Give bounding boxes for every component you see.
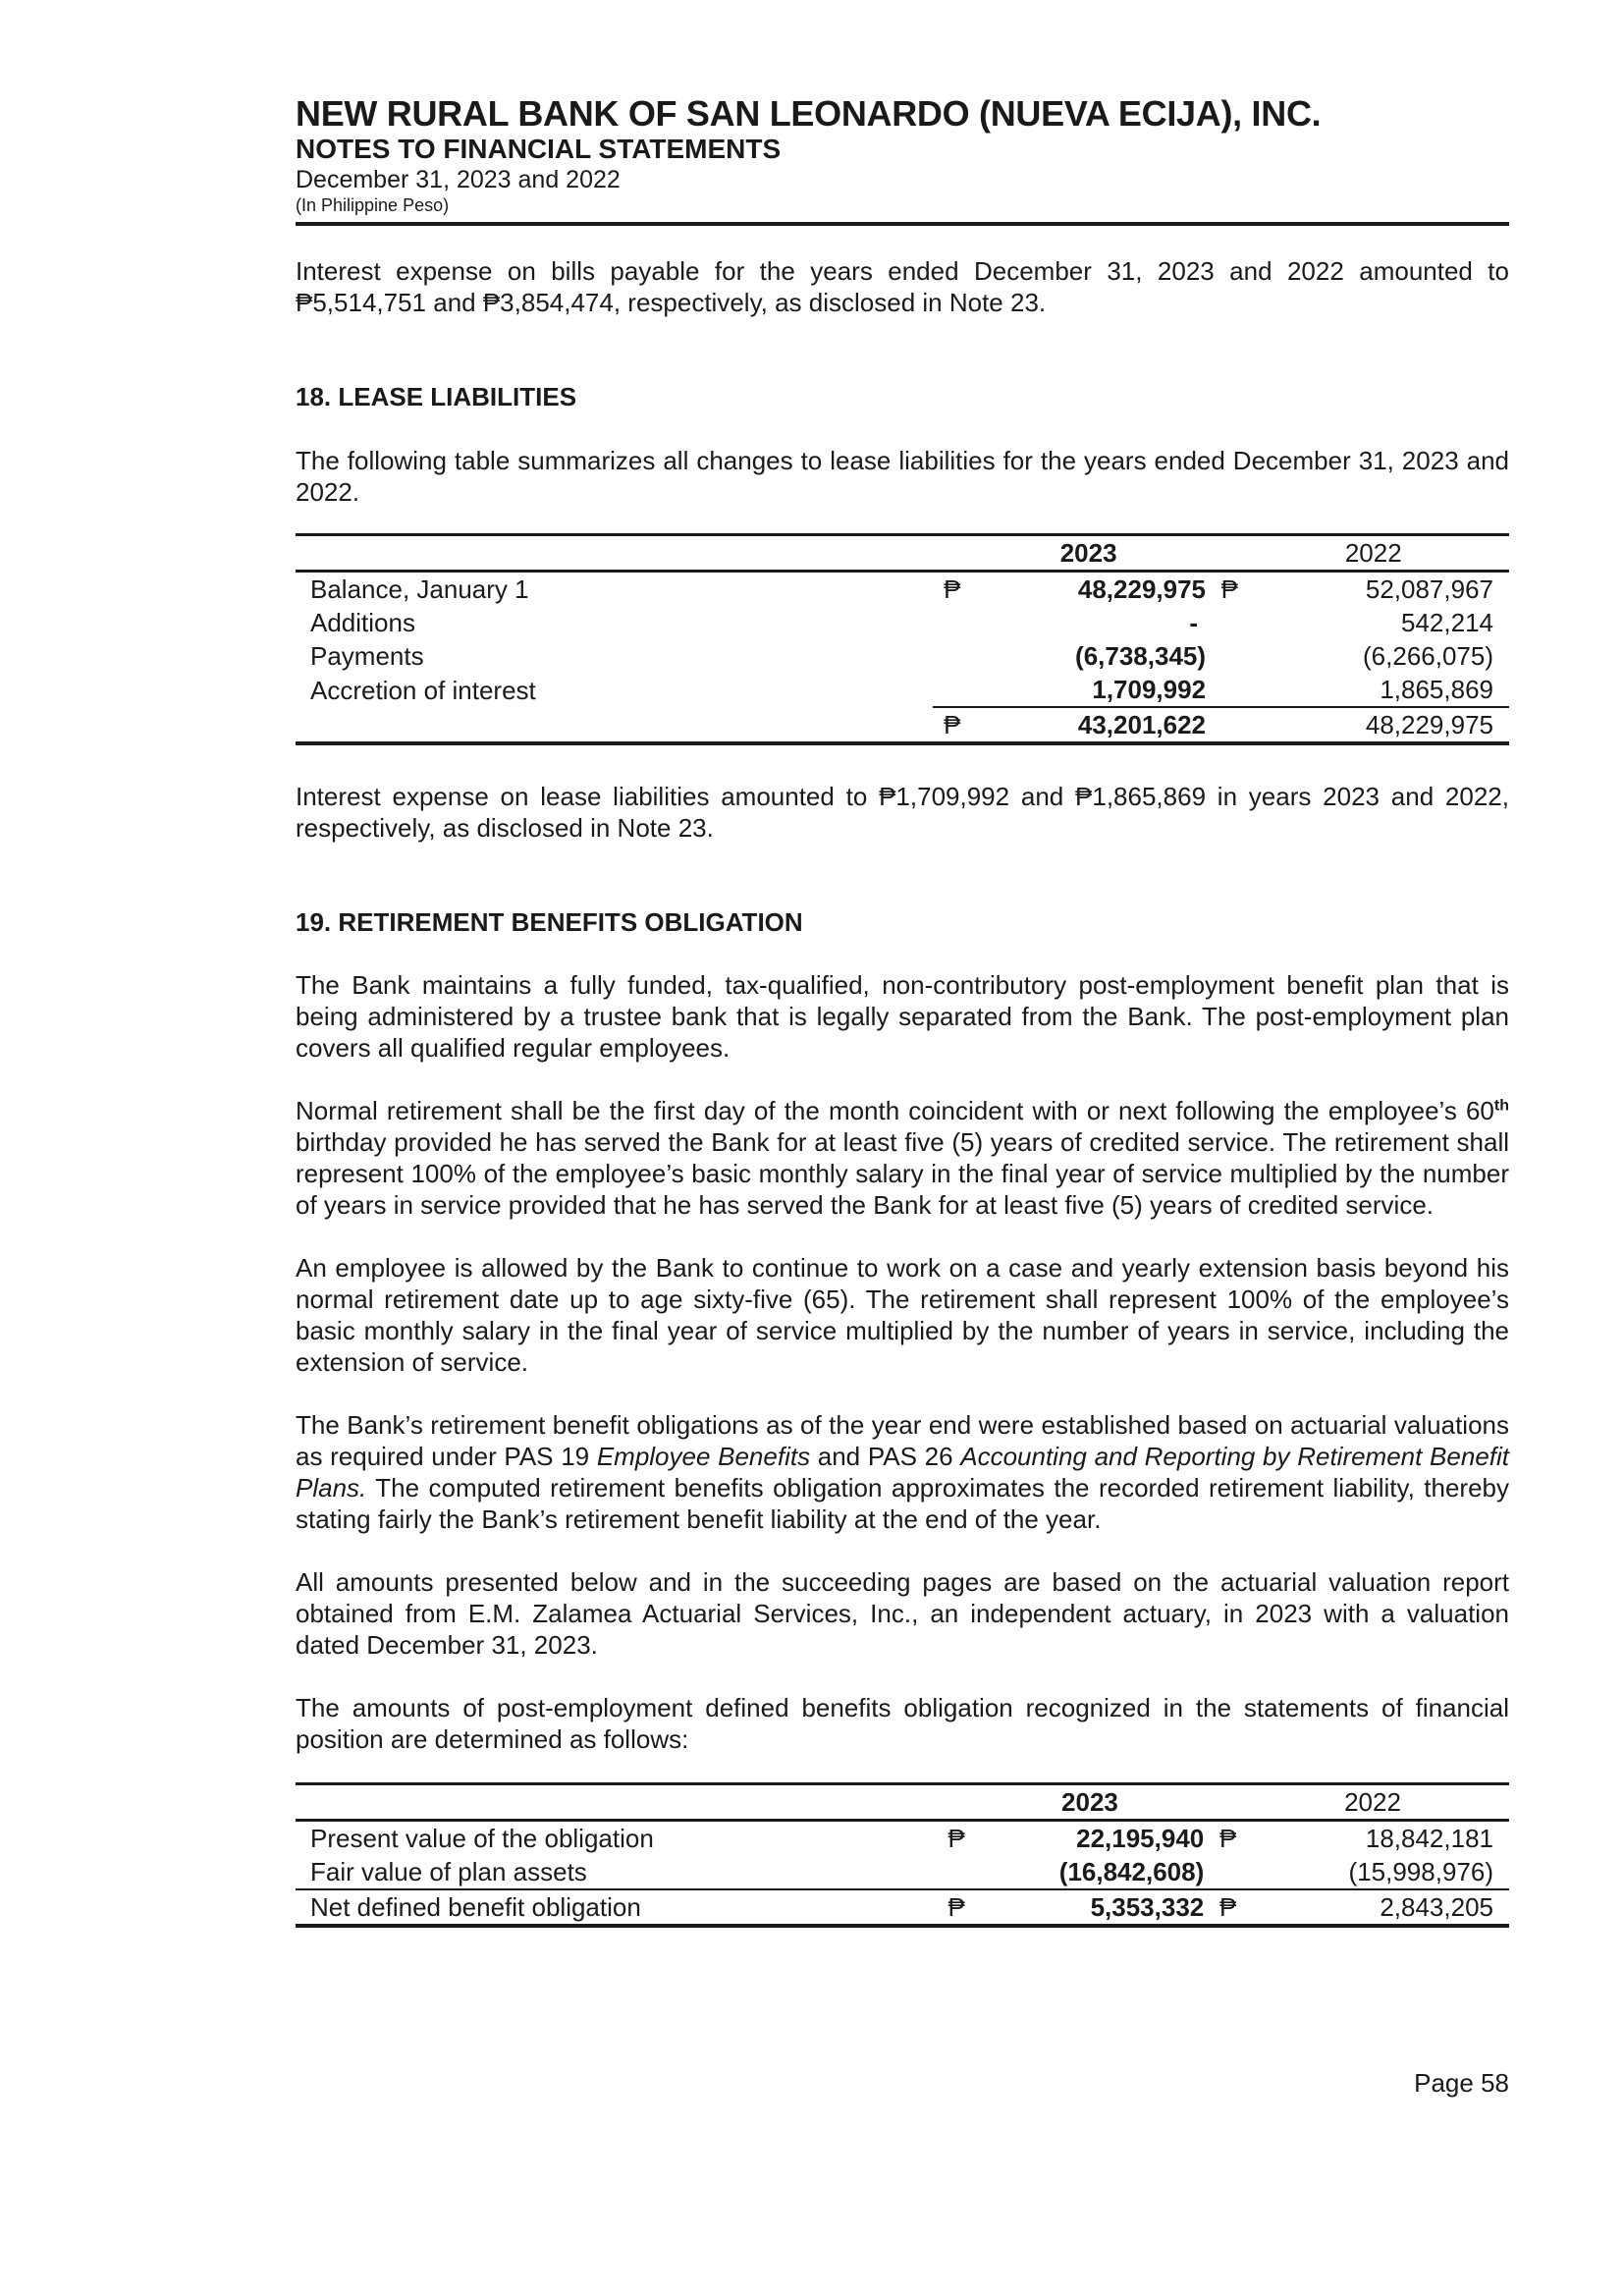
row-label: Payments [310, 641, 424, 671]
value-2023: - [1189, 608, 1199, 637]
value-2022: 1,865,869 [1380, 675, 1493, 704]
italic-title: Employee Benefits [596, 1442, 811, 1471]
currency-symbol [1204, 1855, 1252, 1889]
page-number: Page 58 [1414, 2068, 1509, 2098]
text-run: Normal retirement shall be the first day of the month coincident with or next following the employee’s 60 [296, 1096, 1494, 1125]
total-2023: 43,201,622 [971, 707, 1206, 743]
col-2023-header: 2023 [976, 1784, 1205, 1821]
total-2022: 48,229,975 [1253, 707, 1509, 743]
document-page [296, 94, 1509, 1928]
table-total-row [296, 1889, 1509, 1926]
table-total-row [296, 707, 1509, 743]
col-2023-header: 2023 [971, 535, 1206, 572]
text-run: The computed retirement benefits obligation approximates the recorded retirement liability, thereby stating fairly the Bank’s retirement benefit liability at the end of the year. [296, 1473, 1509, 1534]
value-2022: 542,214 [1401, 608, 1493, 637]
intro-paragraph: Interest expense on bills payable for the years ended December 31, 2023 and 2022 amounted to ₱5,514,751 and ₱3,854,474, respectively, as disclosed in Note 23. [296, 256, 1509, 317]
col-2022-header: 2022 [1252, 1784, 1509, 1821]
retirement-obligation-table [296, 1782, 1509, 1928]
currency-symbol [1206, 639, 1253, 673]
currency-symbol [1206, 673, 1253, 707]
currency-symbol: ₱ [1220, 574, 1238, 604]
currency-symbol: ₱ [1218, 1824, 1237, 1853]
company-name: NEW RURAL BANK OF SAN LEONARDO (NUEVA ECIJA), INC. [296, 93, 1322, 134]
text-run: birthday provided he has served the Bank for at least five (5) years of credited service. The retirement shall represent 100% of the employee’s basic monthly salary in the final year of service multiplied by the number of years in service provided that he has served the Bank for at least five (5) years of credited service. [296, 1127, 1509, 1220]
section-19-title: 19. RETIREMENT BENEFITS OBLIGATION [296, 907, 803, 937]
row-label: Fair value of plan assets [310, 1857, 587, 1886]
currency-note: (In Philippine Peso) [296, 195, 450, 215]
document-title: NOTES TO FINANCIAL STATEMENTS [296, 134, 782, 164]
currency-symbol [933, 673, 971, 707]
row-label: Accretion of interest [310, 676, 536, 705]
table-header-row [296, 535, 1509, 572]
value-2022: 52,087,967 [1365, 574, 1493, 604]
italic-title: Accounting and Reporting by Retirement Benefit Plans. [296, 1442, 1509, 1503]
section-18-after-paragraph: Interest expense on lease liabilities amounted to ₱1,709,992 and ₱1,865,869 in years 2023 and 2022, respectively, as disclosed in Note 23. [296, 782, 1509, 843]
table-row [296, 1821, 1509, 1856]
total-2023: 5,353,332 [976, 1889, 1205, 1926]
section-19-paragraph-4 [296, 1409, 1509, 1535]
section-19-paragraph-1: The Bank maintains a fully funded, tax-qualified, non-contributory post-employment benefit plan that is being administered by a trustee bank that is legally separated from the Bank. The post-employment plan covers all qualified regular employees. [296, 970, 1509, 1063]
text-run: The Bank’s retirement benefit obligations as of the year end were established based on actuarial valuations as required under PAS 19 [296, 1410, 1509, 1471]
report-period: December 31, 2023 and 2022 [296, 166, 621, 193]
lease-liabilities-table [296, 533, 1509, 745]
currency-symbol [933, 639, 971, 673]
row-label: Additions [310, 608, 415, 637]
value-2023: 22,195,940 [1076, 1824, 1205, 1853]
value-2023: 48,229,975 [1077, 574, 1207, 604]
section-19-paragraph-6: The amounts of post-employment defined benefits obligation recognized in the statements of financial position are determined as follows: [296, 1693, 1509, 1754]
table-row [296, 673, 1509, 707]
currency-symbol: ₱ [938, 1889, 976, 1926]
row-label: Present value of the obligation [310, 1824, 654, 1853]
currency-symbol: ₱ [1204, 1889, 1252, 1926]
value-2022: 18,842,181 [1365, 1824, 1493, 1853]
text-run: and PAS 26 [810, 1442, 961, 1471]
col-2022-header: 2022 [1253, 535, 1509, 572]
table-row [296, 1855, 1509, 1889]
currency-symbol [938, 1855, 976, 1889]
currency-symbol: ₱ [944, 574, 961, 604]
row-label: Balance, January 1 [310, 574, 529, 604]
value-2023: 1,709,992 [1092, 675, 1207, 704]
table-header-row [296, 1784, 1509, 1821]
header-rule [296, 222, 1509, 226]
currency-symbol [933, 606, 971, 639]
currency-symbol: ₱ [947, 1824, 965, 1853]
value-2022: (6,266,075) [1363, 641, 1493, 671]
value-2022: (15,998,976) [1348, 1857, 1493, 1886]
superscript: th [1493, 1097, 1509, 1115]
currency-symbol [1206, 606, 1253, 639]
section-19-paragraph-5: All amounts presented below and in the succeeding pages are based on the actuarial valuation report obtained from E.M. Zalamea Actuarial Services, Inc., an independent actuary, in 2023 with a valuation dated December 31, 2023. [296, 1567, 1509, 1660]
table-row [296, 572, 1509, 607]
row-label: Net defined benefit obligation [296, 1889, 938, 1926]
section-18-title: 18. LEASE LIABILITIES [296, 382, 577, 411]
value-2023: (16,842,608) [1058, 1857, 1205, 1886]
table-row [296, 606, 1509, 639]
total-2022: 2,843,205 [1252, 1889, 1509, 1926]
table-row [296, 639, 1509, 673]
section-18-paragraph: The following table summarizes all changes to lease liabilities for the years ended December 31, 2023 and 2022. [296, 446, 1509, 507]
value-2023: (6,738,345) [1075, 641, 1207, 671]
currency-symbol: ₱ [933, 707, 971, 743]
section-19-paragraph-2 [296, 1095, 1509, 1221]
section-19-paragraph-3: An employee is allowed by the Bank to continue to work on a case and yearly extension basis beyond his normal retirement date up to age sixty-five (65). The retirement shall represent 100% of the employee’s basic monthly salary in the final year of service multiplied by the number of years in service, including the extension of service. [296, 1253, 1509, 1377]
